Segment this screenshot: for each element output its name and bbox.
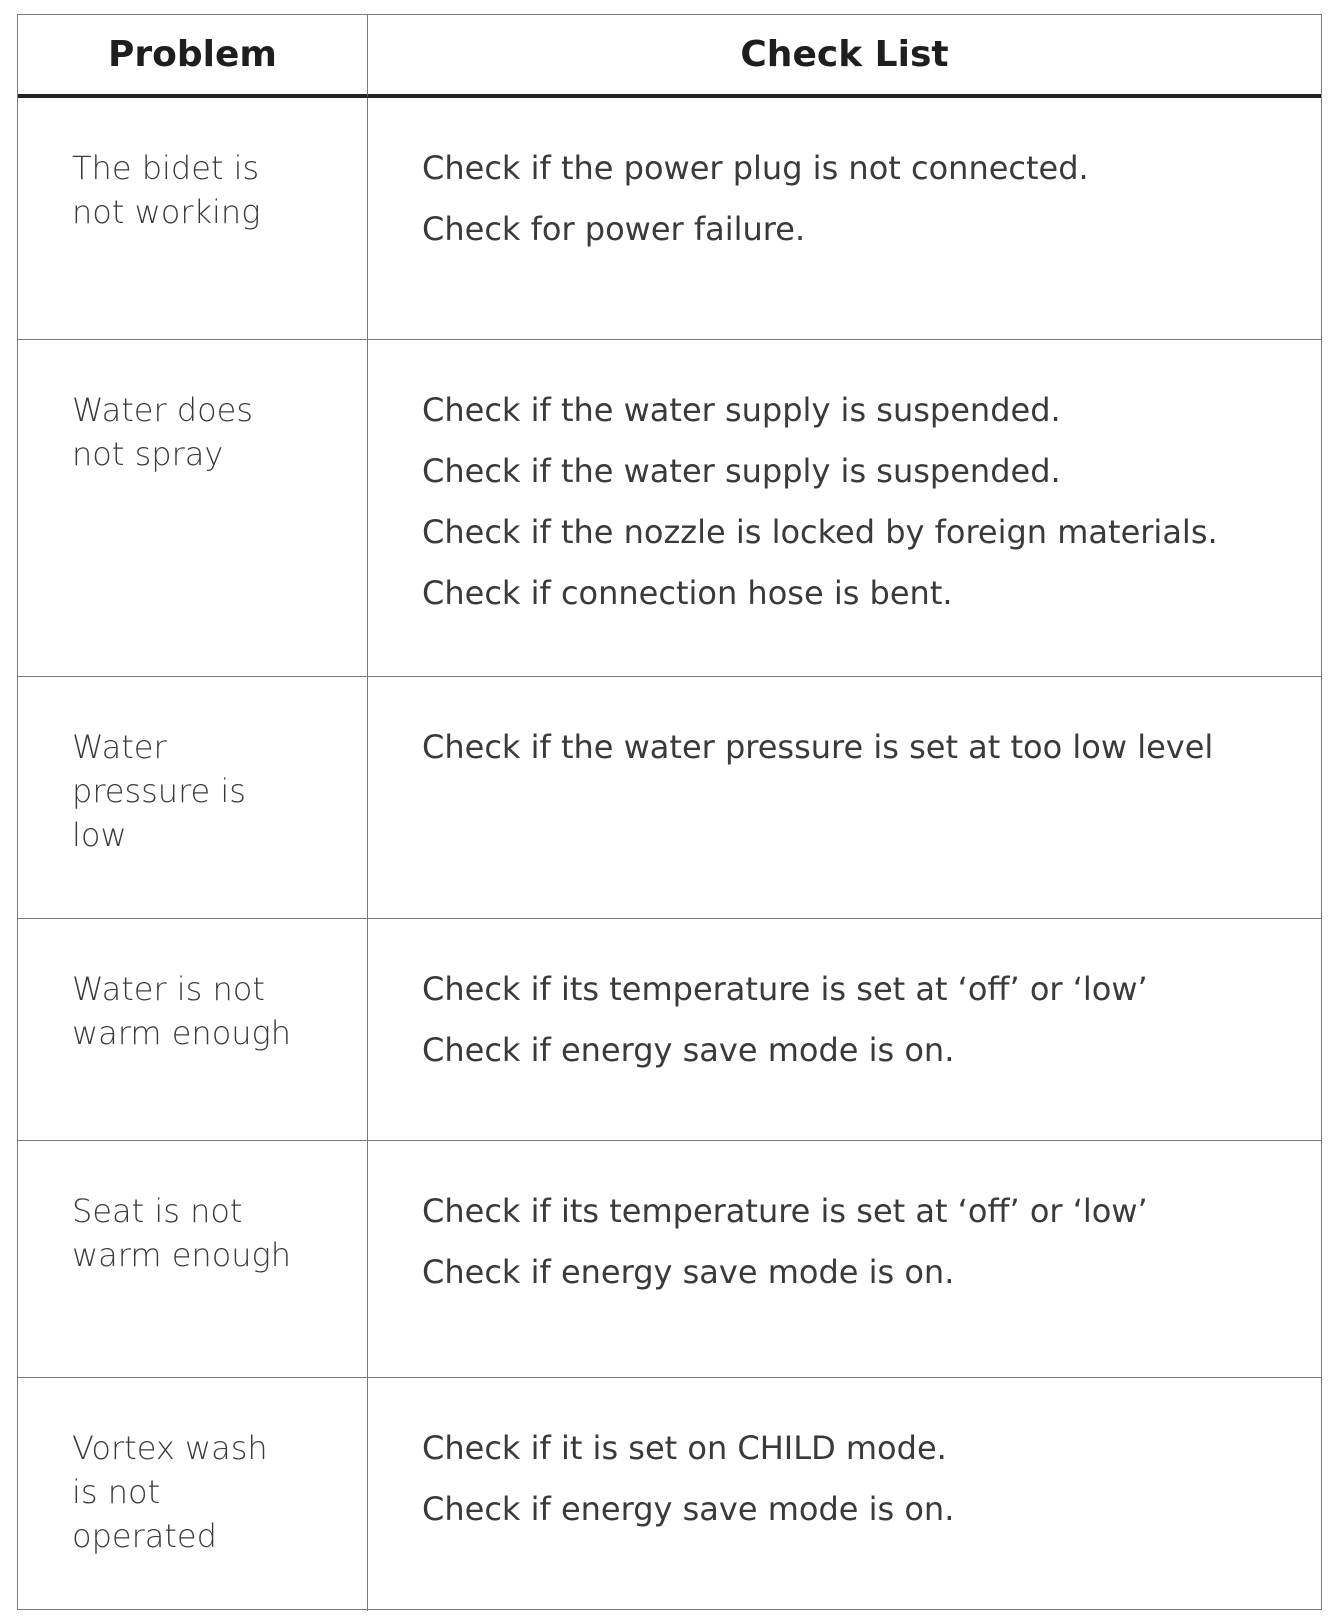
header-checklist: Check List	[368, 15, 1321, 98]
problem-line: not working	[72, 193, 261, 231]
problem-line: not spray	[72, 435, 224, 473]
checklist-cell	[368, 677, 1321, 919]
check-item: Check if connection hose is bent.	[422, 574, 953, 612]
problem-cell	[18, 340, 368, 677]
problem-line: The bidet is	[72, 149, 260, 187]
checklist-cell	[368, 919, 1321, 1141]
check-item: Check if the water supply is suspended.	[422, 391, 1061, 429]
check-item: Check if energy save mode is on.	[422, 1031, 955, 1069]
problem-line: warm enough	[72, 1236, 292, 1274]
problem-cell	[18, 919, 368, 1141]
problem-line: Vortex wash	[72, 1429, 268, 1467]
problem-line: low	[72, 816, 127, 854]
check-item: Check if the water supply is suspended.	[422, 452, 1061, 490]
troubleshooting-table	[17, 14, 1322, 1610]
check-item: Check for power failure.	[422, 210, 806, 248]
problem-cell	[18, 1378, 368, 1611]
check-item: Check if the water pressure is set at too low level	[422, 728, 1214, 766]
checklist-cell	[368, 340, 1321, 677]
check-item: Check if it is set on CHILD mode.	[422, 1429, 947, 1467]
problem-cell	[18, 1141, 368, 1378]
problem-line: operated	[72, 1517, 217, 1555]
problem-line: Water does	[72, 391, 254, 429]
check-item: Check if energy save mode is on.	[422, 1490, 955, 1528]
problem-line: warm enough	[72, 1014, 292, 1052]
check-item: Check if its temperature is set at ‘off’ or ‘low’	[422, 970, 1148, 1008]
problem-line: Water is not	[72, 970, 265, 1008]
checklist-cell	[368, 1141, 1321, 1378]
check-item: Check if the power plug is not connected.	[422, 149, 1089, 187]
check-item: Check if energy save mode is on.	[422, 1253, 955, 1291]
problem-line: Water	[72, 728, 167, 766]
problem-cell	[18, 677, 368, 919]
header-problem: Problem	[18, 15, 368, 98]
check-item: Check if its temperature is set at ‘off’ or ‘low’	[422, 1192, 1148, 1230]
check-item: Check if the nozzle is locked by foreign materials.	[422, 513, 1218, 551]
problem-line: pressure is	[72, 772, 246, 810]
problem-line: Seat is not	[72, 1192, 243, 1230]
problem-line: is not	[72, 1473, 161, 1511]
checklist-cell	[368, 1378, 1321, 1611]
checklist-cell	[368, 98, 1321, 340]
problem-cell	[18, 98, 368, 340]
